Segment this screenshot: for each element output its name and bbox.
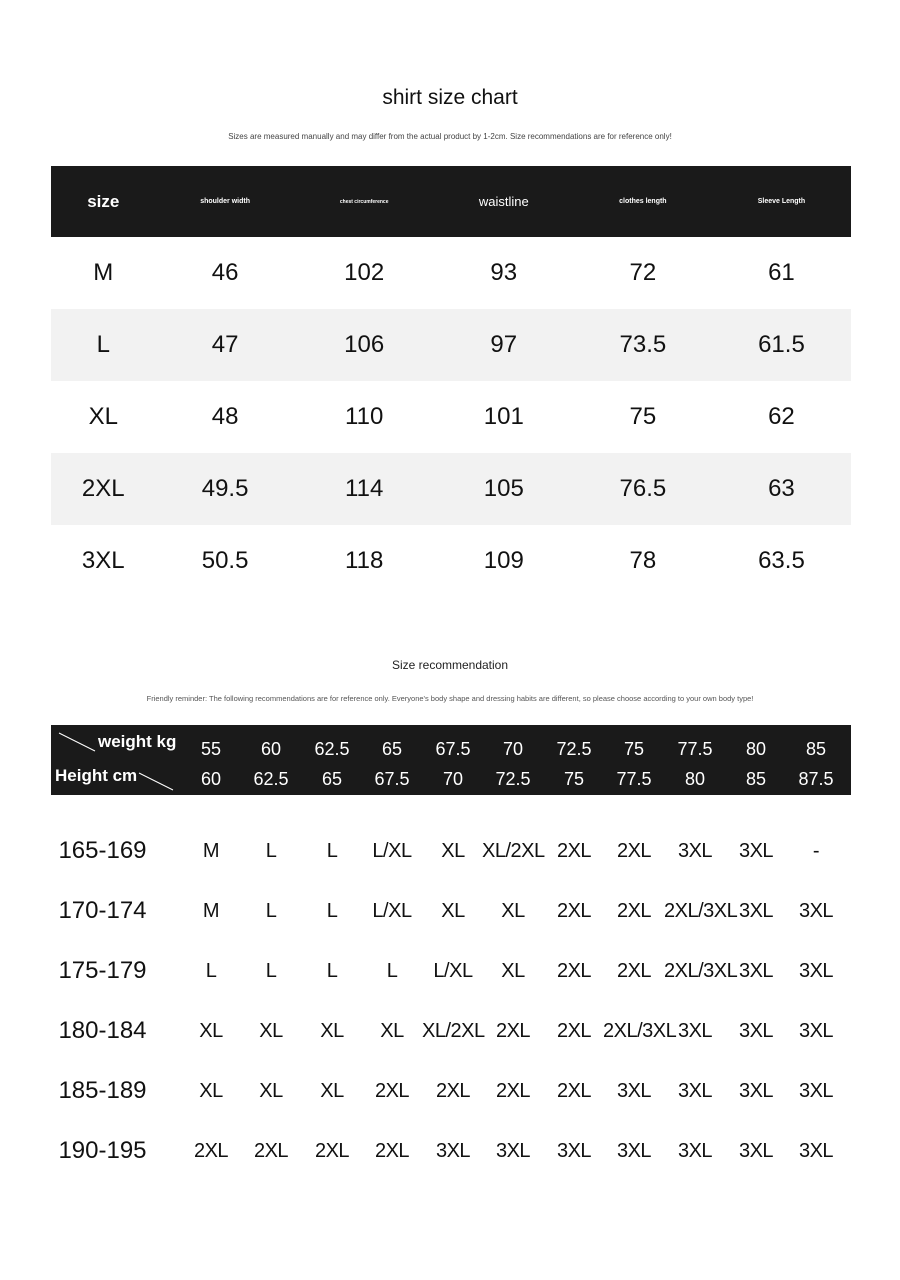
recommend-row xyxy=(51,885,851,945)
weight-low-cell: 77.5 xyxy=(677,739,713,759)
recommended-size: 3XL xyxy=(798,900,834,922)
recommended-size: 2XL xyxy=(556,900,592,922)
weight-high-cell: 72.5 xyxy=(495,769,531,789)
weight-high-cell: 87.5 xyxy=(798,769,834,789)
recommended-size: 3XL xyxy=(616,1080,652,1102)
recommended-size: 3XL xyxy=(798,1140,834,1162)
recommend-row xyxy=(51,1125,851,1185)
sleeve-cell: 63 xyxy=(768,475,795,502)
sleeve-cell: 61.5 xyxy=(758,331,805,358)
recommended-size: 3XL xyxy=(738,1140,774,1162)
recommended-size: XL xyxy=(259,1020,283,1042)
recommend-row xyxy=(51,825,851,885)
recommend-row xyxy=(51,945,851,1005)
size-cell: L xyxy=(96,331,110,358)
recommended-size: 2XL xyxy=(314,1140,350,1162)
height-range: 165-169 xyxy=(58,837,147,864)
recommended-size: XL xyxy=(441,900,465,922)
recommended-size: XL xyxy=(441,840,465,862)
recommended-size: 3XL xyxy=(798,960,834,982)
recommend-row xyxy=(51,1065,851,1125)
recommended-size: 2XL xyxy=(374,1140,410,1162)
length-cell: 76.5 xyxy=(619,475,667,502)
header-size: size xyxy=(87,191,120,211)
recommended-size: XL xyxy=(380,1020,404,1042)
weight-low-cell: 55 xyxy=(200,739,222,759)
recommended-size: 3XL xyxy=(435,1140,471,1162)
size-chart-table xyxy=(51,166,851,597)
weight-low-cell: 72.5 xyxy=(556,739,592,759)
height-range: 175-179 xyxy=(58,957,147,984)
recommended-size: 3XL xyxy=(798,1020,834,1042)
weight-high-cell: 77.5 xyxy=(616,769,652,789)
size-cell: M xyxy=(93,259,114,286)
recommended-size: 2XL xyxy=(253,1140,289,1162)
recommended-size: 2XL/3XL xyxy=(603,1020,677,1042)
waist-cell: 109 xyxy=(483,547,524,574)
recommended-size: XL xyxy=(501,900,525,922)
recommended-size: 3XL xyxy=(556,1140,592,1162)
recommended-size: 2XL xyxy=(495,1080,531,1102)
recommended-size: L xyxy=(265,900,277,922)
waist-cell: 101 xyxy=(483,403,524,430)
recommended-size: 3XL xyxy=(677,1020,713,1042)
recommended-size: L/XL xyxy=(372,840,412,862)
recommended-size: 3XL xyxy=(738,840,774,862)
recommended-size: 3XL xyxy=(738,1020,774,1042)
recommended-size: L xyxy=(205,960,217,982)
chest-cell: 106 xyxy=(344,331,385,358)
weight-high-cell: 70 xyxy=(442,769,464,789)
recommended-size: XL xyxy=(320,1020,344,1042)
weight-high-cell: 67.5 xyxy=(374,769,410,789)
recommended-size: L xyxy=(326,960,338,982)
waist-cell: 93 xyxy=(490,259,518,286)
sleeve-cell: 62 xyxy=(768,403,795,430)
recommended-size: 2XL xyxy=(556,840,592,862)
recommended-size: XL xyxy=(320,1080,344,1102)
recommended-size: 2XL/3XL xyxy=(664,900,738,922)
recommended-size: XL/2XL xyxy=(482,840,545,862)
table-row xyxy=(51,309,851,381)
recommended-size: 3XL xyxy=(677,1080,713,1102)
shoulder-cell: 46 xyxy=(211,259,239,286)
recommended-size: M xyxy=(202,840,220,862)
recommended-size: 2XL xyxy=(374,1080,410,1102)
recommended-size: 3XL xyxy=(738,960,774,982)
recommended-size: L/XL xyxy=(433,960,473,982)
recommended-size: 2XL xyxy=(435,1080,471,1102)
weight-high-cell: 85 xyxy=(745,769,767,789)
recommended-size: L xyxy=(265,960,277,982)
recommended-size: L xyxy=(386,960,398,982)
recommended-size: 2XL xyxy=(556,960,592,982)
chest-cell: 114 xyxy=(345,475,384,502)
recommend-title: Size recommendation xyxy=(391,658,509,672)
weight-high-cell: 75 xyxy=(563,769,585,789)
recommended-size: 2XL xyxy=(556,1080,592,1102)
chest-cell: 102 xyxy=(344,259,385,286)
height-range: 170-174 xyxy=(58,897,147,924)
weight-high-cell: 80 xyxy=(684,769,706,789)
recommended-size: - xyxy=(812,840,820,862)
height-range: 185-189 xyxy=(58,1077,147,1104)
weight-low-cell: 65 xyxy=(381,739,403,759)
chest-cell: 118 xyxy=(345,547,384,574)
header-waistline: waistline xyxy=(478,194,529,209)
height-range: 180-184 xyxy=(58,1017,147,1044)
waist-cell: 105 xyxy=(483,475,524,502)
recommend-header xyxy=(51,725,851,795)
length-cell: 75 xyxy=(629,403,657,430)
header-shoulder-width: shoulder width xyxy=(200,198,250,205)
recommended-size: L/XL xyxy=(372,900,412,922)
recommended-size: 2XL xyxy=(616,840,652,862)
weight-low-cell: 75 xyxy=(623,739,645,759)
header-sleeve-length: Sleeve Length xyxy=(757,198,806,205)
recommended-size: XL xyxy=(199,1080,223,1102)
recommended-size: 3XL xyxy=(738,900,774,922)
recommended-size: XL/2XL xyxy=(422,1020,485,1042)
weight-low-cell: 60 xyxy=(260,739,282,759)
shoulder-cell: 48 xyxy=(211,403,239,430)
size-chart-header-row xyxy=(51,166,851,237)
waist-cell: 97 xyxy=(490,331,518,358)
recommended-size: 2XL xyxy=(193,1140,229,1162)
recommend-note: Friendly reminder: The following recommendations are for reference only. Everyone's body shape and dressing habits are different, so please choose according to your own body type! xyxy=(146,694,754,703)
shoulder-cell: 49.5 xyxy=(201,475,249,502)
recommended-size: 2XL xyxy=(495,1020,531,1042)
shoulder-cell: 50.5 xyxy=(201,547,249,574)
recommended-size: XL xyxy=(199,1020,223,1042)
recommended-size: 2XL xyxy=(556,1020,592,1042)
recommended-size: L xyxy=(265,840,277,862)
table-row xyxy=(51,453,851,525)
recommended-size: 2XL/3XL xyxy=(664,960,738,982)
size-cell: XL xyxy=(88,403,118,430)
weight-low-cell: 85 xyxy=(805,739,827,759)
weight-high-cell: 62.5 xyxy=(253,769,289,789)
chest-cell: 110 xyxy=(345,403,384,430)
length-cell: 73.5 xyxy=(619,331,667,358)
table-row xyxy=(51,237,851,309)
header-clothes-length: clothes length xyxy=(619,198,667,205)
shoulder-cell: 47 xyxy=(211,331,239,358)
weight-low-cell: 70 xyxy=(502,739,524,759)
sleeve-cell: 61 xyxy=(768,259,795,286)
recommended-size: L xyxy=(326,900,338,922)
recommended-size: L xyxy=(326,840,338,862)
sleeve-cell: 63.5 xyxy=(758,547,805,574)
size-cell: 2XL xyxy=(81,475,125,502)
height-label: Height cm xyxy=(55,766,138,785)
table-row xyxy=(51,525,851,597)
length-cell: 78 xyxy=(629,547,657,574)
recommend-row xyxy=(51,1005,851,1065)
weight-high-cell: 60 xyxy=(200,769,222,789)
weight-low-cell: 80 xyxy=(745,739,767,759)
recommended-size: M xyxy=(202,900,220,922)
chart-title: shirt size chart xyxy=(382,86,518,109)
recommended-size: 2XL xyxy=(616,960,652,982)
weight-high-cell: 65 xyxy=(321,769,343,789)
weight-label: weight kg xyxy=(98,732,177,751)
weight-low-cell: 62.5 xyxy=(314,739,350,759)
recommended-size: 3XL xyxy=(677,1140,713,1162)
size-cell: 3XL xyxy=(81,547,125,574)
recommended-size: XL xyxy=(501,960,525,982)
weight-low-cell: 67.5 xyxy=(435,739,471,759)
recommended-size: 2XL xyxy=(616,900,652,922)
header-chest-circumference: chest circumference xyxy=(339,198,389,205)
recommended-size: 3XL xyxy=(616,1140,652,1162)
length-cell: 72 xyxy=(629,259,657,286)
recommended-size: 3XL xyxy=(495,1140,531,1162)
recommended-size: XL xyxy=(259,1080,283,1102)
table-row xyxy=(51,381,851,453)
recommended-size: 3XL xyxy=(798,1080,834,1102)
chart-note: Sizes are measured manually and may differ from the actual product by 1-2cm. Size recommendations are for reference only! xyxy=(228,132,672,141)
recommended-size: 3XL xyxy=(677,840,713,862)
recommended-size: 3XL xyxy=(738,1080,774,1102)
height-range: 190-195 xyxy=(58,1137,147,1164)
